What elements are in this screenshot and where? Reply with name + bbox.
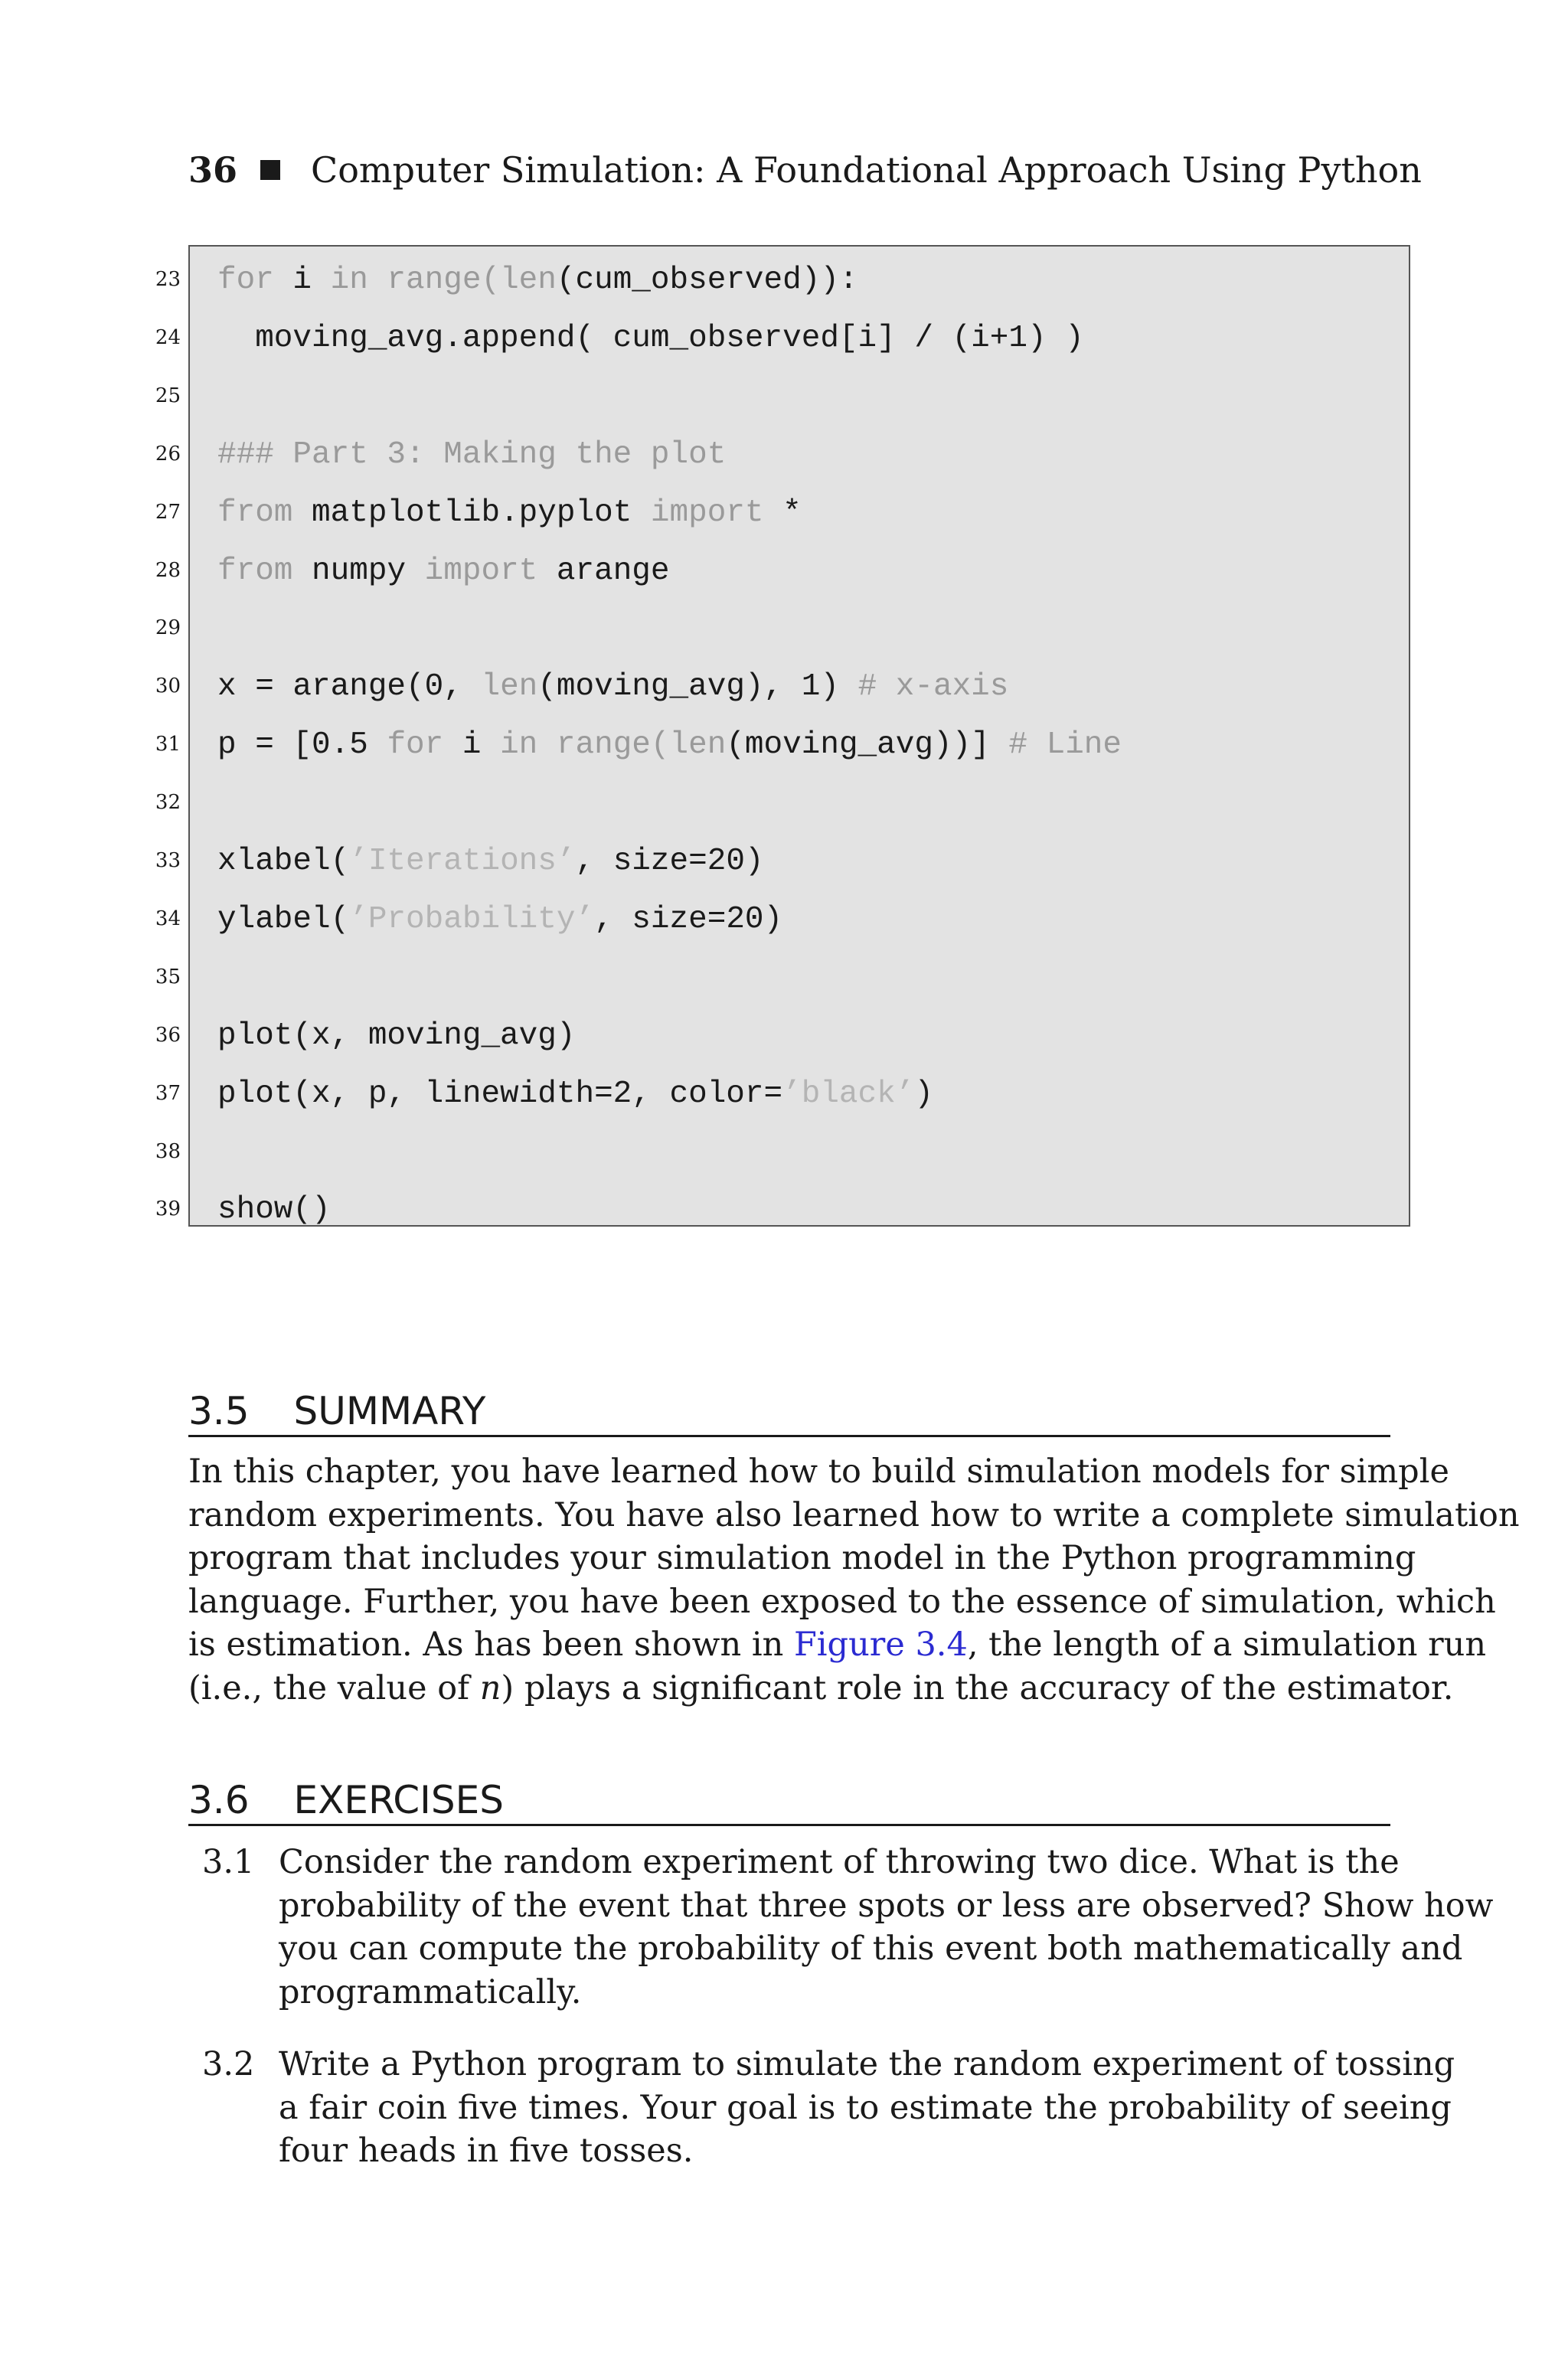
code-text: [190, 263, 858, 298]
code-keyword: range(len: [387, 263, 557, 298]
code-text: [190, 437, 726, 472]
code-keyword: from: [217, 495, 293, 531]
code-token: i: [443, 727, 501, 763]
line-number: 29: [155, 616, 181, 640]
summary-paragraph: [188, 1450, 1520, 1710]
code-comment: ### Part 3: Making the plot: [217, 436, 727, 472]
code-text: [190, 844, 764, 879]
code-text: [190, 321, 1084, 356]
code-line: [190, 1129, 1409, 1175]
code-line: [190, 897, 1409, 943]
code-text: [190, 495, 802, 531]
code-line: [190, 1013, 1409, 1059]
code-token: ylabel(: [217, 901, 350, 937]
code-keyword: range(len: [556, 727, 727, 763]
code-keyword: import: [650, 495, 764, 531]
exercise-line: programmatically.: [279, 1972, 582, 2011]
code-token: numpy: [292, 553, 425, 589]
exercise-line: four heads in five tosses.: [279, 2132, 694, 2170]
code-keyword: from: [217, 553, 293, 589]
code-token: ): [914, 1076, 933, 1112]
summary-line: random experiments. You have also learned how to write a complete simulation: [188, 1495, 1520, 1534]
code-line: [190, 955, 1409, 1001]
section-number: 3.6: [188, 1778, 250, 1822]
line-number: 36: [155, 1023, 181, 1047]
exercise-line: a fair coin five times. Your goal is to estimate the probability of seeing: [279, 2088, 1452, 2127]
code-line: [190, 432, 1409, 478]
code-comment: # Line: [1008, 727, 1122, 763]
code-text: [190, 1192, 331, 1227]
code-keyword: import: [424, 553, 538, 589]
exercise-line: Write a Python program to simulate the random experiment of tossing: [279, 2045, 1455, 2083]
code-token: plot(x, p, linewidth=2, color=: [217, 1076, 783, 1112]
code-token: p = [0.5: [217, 727, 387, 763]
code-line: [190, 606, 1409, 652]
summary-text: (i.e., the value of: [188, 1668, 480, 1707]
line-number: 37: [155, 1081, 181, 1105]
exercise-line: probability of the event that three spots or less are observed? Show how: [279, 1886, 1494, 1925]
code-text: [190, 669, 1008, 704]
code-token: arange: [537, 553, 670, 589]
exercise-line: Consider the random experiment of throwing two dice. What is the: [279, 1843, 1400, 1881]
code-keyword: for: [217, 263, 274, 298]
section-heading-exercises: [188, 1773, 1390, 1826]
code-token: i: [273, 263, 331, 298]
line-number: 25: [155, 384, 181, 407]
line-number: 32: [155, 791, 181, 815]
line-number: 23: [155, 268, 181, 291]
code-token: *: [763, 495, 802, 531]
summary-text: ) plays a significant role in the accuracy of the estimator.: [501, 1668, 1454, 1707]
code-keyword: in: [330, 263, 368, 298]
code-token: x = arange(0,: [217, 669, 482, 705]
summary-text: is estimation. As has been shown in: [188, 1626, 794, 1664]
running-head: [188, 147, 1422, 193]
code-line: [190, 838, 1409, 884]
code-token: xlabel(: [217, 844, 350, 879]
summary-line: [188, 1667, 1454, 1711]
code-string: ’black’: [782, 1076, 915, 1112]
exercise-number: 3.1: [202, 1843, 255, 1881]
exercise-item: [188, 1841, 1494, 2017]
code-line: [190, 315, 1409, 361]
code-line: [190, 664, 1409, 710]
line-number: 38: [155, 1139, 181, 1163]
code-line: [190, 374, 1409, 420]
code-line: [190, 490, 1409, 536]
section-heading-summary: [188, 1384, 1390, 1437]
code-text: [190, 902, 782, 937]
code-listing: [188, 245, 1410, 1227]
exercise-text: [279, 2043, 1455, 2173]
code-token: show(): [217, 1192, 331, 1228]
code-token: (cum_observed)):: [556, 263, 858, 298]
summary-text: , the length of a simulation run: [967, 1626, 1487, 1664]
section-number: 3.5: [188, 1389, 250, 1433]
code-keyword: len: [481, 669, 538, 705]
exercise-text: [279, 1841, 1494, 2014]
exercise-line: you can compute the probability of this event both mathematically and: [279, 1930, 1463, 1968]
page-number: 36: [188, 149, 238, 191]
code-text: [190, 554, 670, 589]
summary-line: program that includes your simulation model in the Python programming: [188, 1539, 1416, 1577]
code-token: (moving_avg))]: [726, 727, 1009, 763]
code-token: (moving_avg), 1): [537, 669, 858, 705]
line-number: 24: [155, 325, 181, 349]
code-comment: # x-axis: [858, 669, 1009, 705]
exercise-item: [188, 2043, 1455, 2177]
book-title: Computer Simulation: A Foundational Approach Using Python: [311, 149, 1422, 191]
code-keyword: in: [500, 727, 538, 763]
line-number: 27: [155, 500, 181, 524]
code-token: , size=20): [594, 901, 783, 937]
line-number: 31: [155, 733, 181, 756]
line-number: 30: [155, 675, 181, 698]
exercise-number: 3.2: [202, 2045, 255, 2083]
code-text: [190, 1077, 933, 1112]
section-title: EXERCISES: [293, 1778, 504, 1822]
code-line: [190, 780, 1409, 826]
code-keyword: for: [387, 727, 444, 763]
line-number: 33: [155, 849, 181, 872]
line-number: 28: [155, 558, 181, 582]
line-number: 35: [155, 965, 181, 988]
line-number: 34: [155, 907, 181, 930]
code-line: [190, 722, 1409, 768]
summary-line: In this chapter, you have learned how to build simulation models for simple: [188, 1452, 1449, 1491]
code-text: [190, 727, 1122, 763]
code-line: [190, 1187, 1409, 1233]
black-square-icon: [260, 160, 280, 180]
code-line: [190, 1071, 1409, 1117]
code-token: moving_avg.append( cum_observed[i] / (i+1) ): [217, 320, 1084, 356]
figure-3-4-link[interactable]: Figure 3.4: [793, 1626, 968, 1664]
code-token: [368, 263, 387, 298]
summary-line: [188, 1623, 1487, 1667]
line-number: 26: [155, 442, 181, 466]
math-variable-n: n: [479, 1668, 501, 1707]
code-line: [190, 548, 1409, 594]
code-string: ’Iterations’: [349, 844, 576, 879]
code-token: [537, 727, 557, 763]
summary-line: language. Further, you have been exposed to the essence of simulation, which: [188, 1582, 1496, 1621]
section-title: SUMMARY: [293, 1389, 486, 1433]
code-string: ’Probability’: [349, 901, 595, 937]
code-token: plot(x, moving_avg): [217, 1018, 576, 1054]
line-number: 39: [155, 1198, 181, 1221]
code-token: , size=20): [575, 844, 764, 879]
code-token: matplotlib.pyplot: [292, 495, 651, 531]
code-line: [190, 257, 1409, 303]
code-text: [190, 1018, 575, 1054]
